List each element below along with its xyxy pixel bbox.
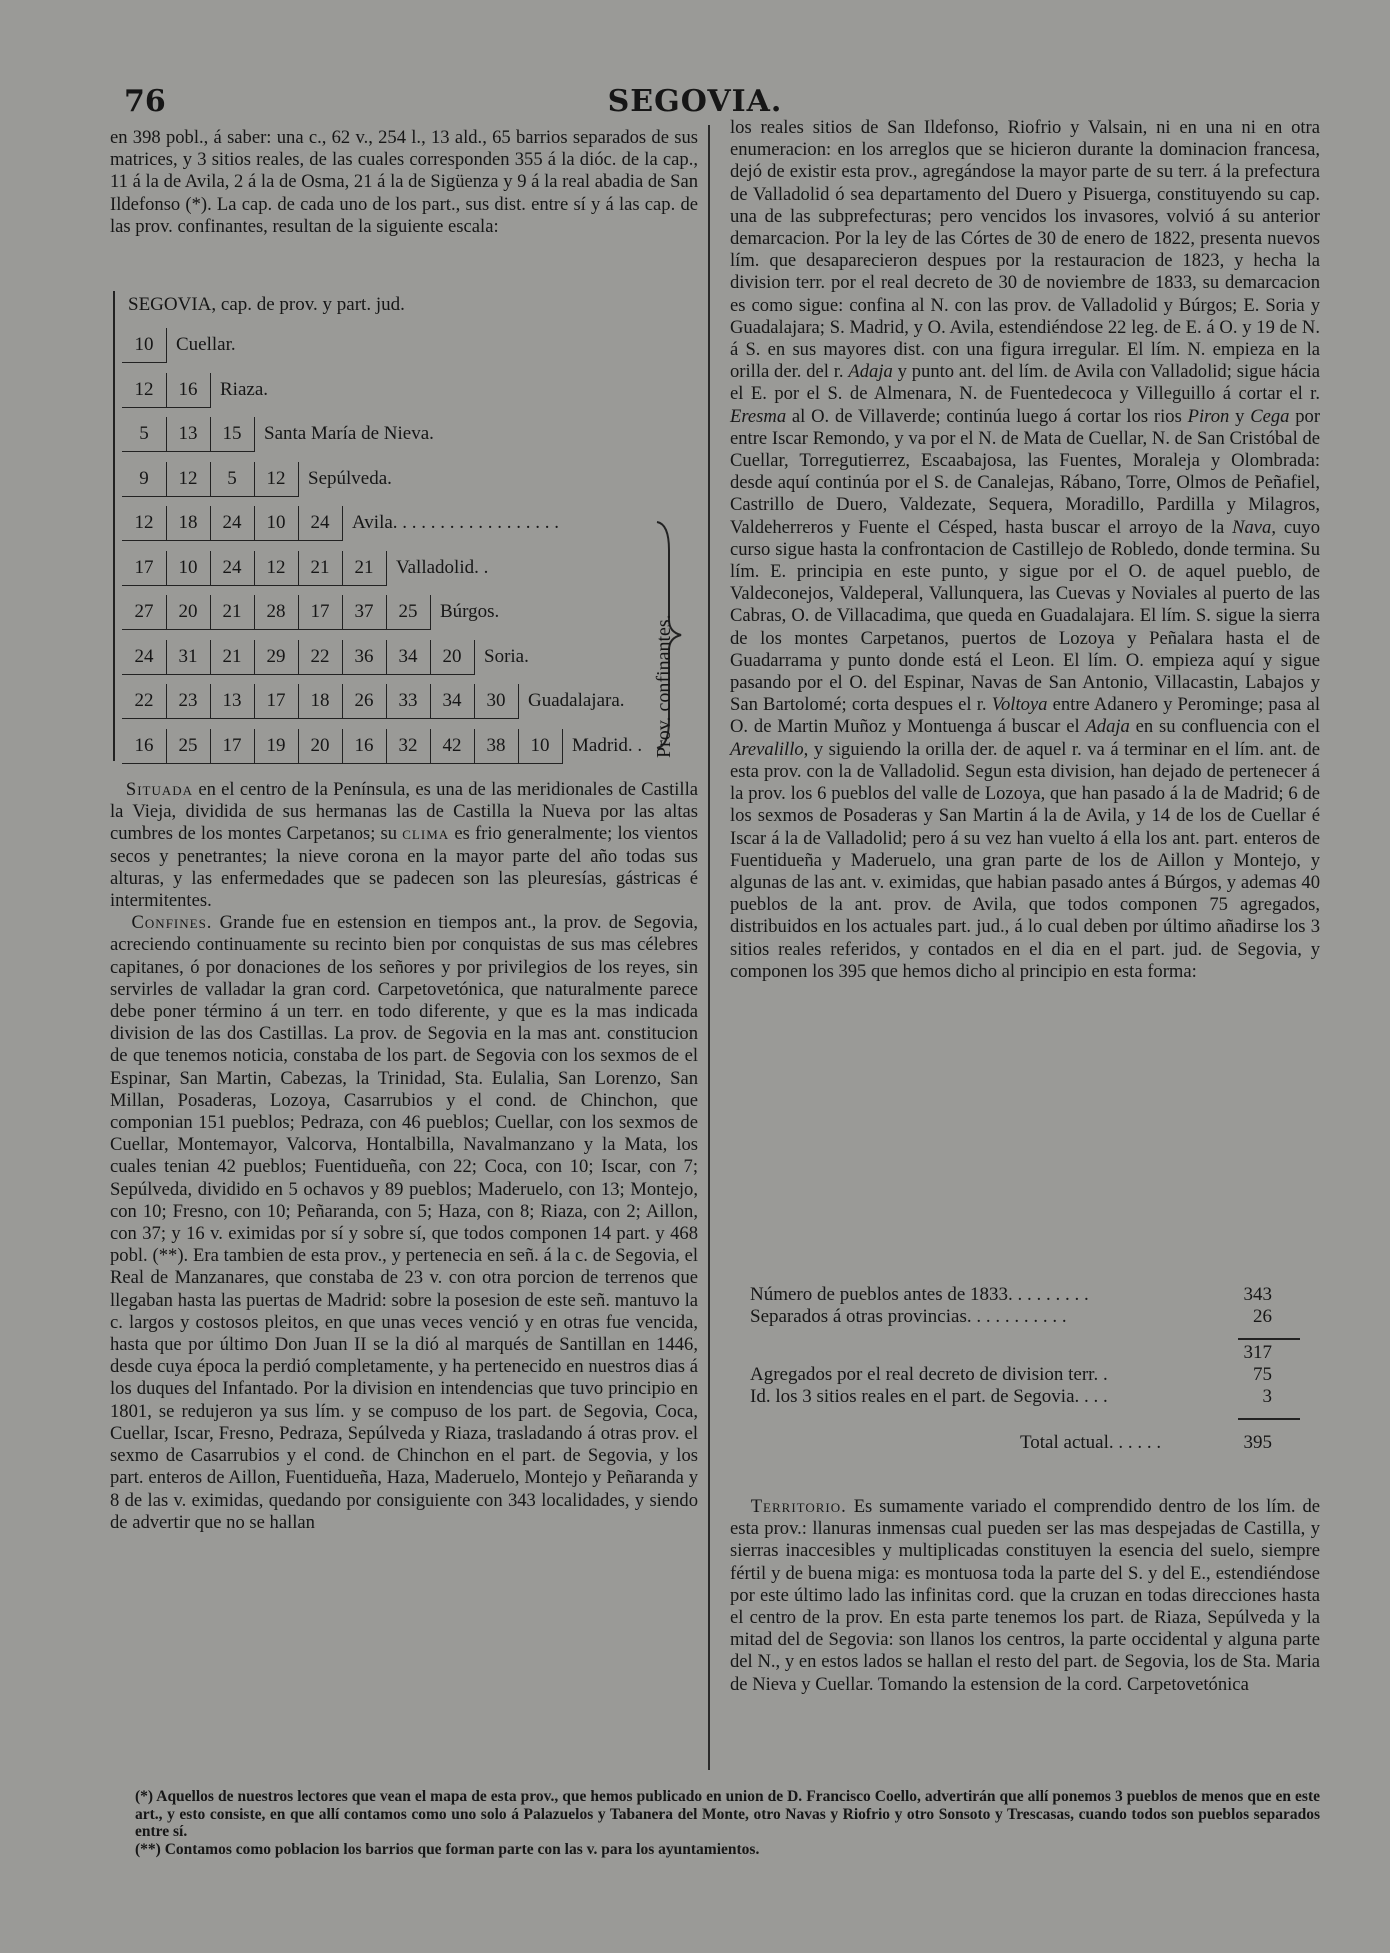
table-cell: 21 <box>342 551 387 586</box>
table-cell: 24 <box>122 640 167 675</box>
limits-paragraph <box>730 117 1320 983</box>
situada-text-2: es frio generalmente; los vientos secos y penetrantes; la nieve corona en la mayor parte del año todas sus alturas, y las enfermedades que se padecen son las pleuresías, gástricas é intermitentes. <box>110 823 699 912</box>
limits-text-d: y <box>1229 405 1251 427</box>
table-row <box>122 456 662 500</box>
summary-rule <box>1238 1338 1300 1340</box>
table-cell: 20 <box>298 729 343 764</box>
table-cell: 10 <box>166 551 211 586</box>
summary-value: 317 <box>1243 1342 1272 1363</box>
footnotes <box>135 1788 1320 1858</box>
table-cell: 17 <box>122 551 167 586</box>
intro-paragraph: en 398 pobl., á saber: una c., 62 v., 254 l., 13 ald., 65 barrios separados de sus matrices, y 3 sitios reales, de las cuales corresponden 355 á la dióc. de la cap., 11 á la de Avila, 2 á la de Osma, 21 á la de Sigüenza y 9 á la real abadia de San Ildefonso (*). La cap. de cada uno de los part., sus dist. entre sí y á las cap. de las prov. confinantes, resultan de la siguiente escala: <box>110 127 698 237</box>
summary-row <box>750 1432 1310 1454</box>
summary-label: Número de pueblos antes de 1833. . . . . . . . . <box>750 1284 1089 1305</box>
page-title: SEGOVIA. <box>607 84 783 119</box>
table-cell: 21 <box>210 640 255 675</box>
summary-label: Total actual. . . . . . <box>1020 1432 1162 1453</box>
table-cell: 13 <box>210 684 255 719</box>
territorio-section <box>730 1496 1320 1696</box>
table-cell: 15 <box>210 417 255 452</box>
summary-row <box>750 1284 1310 1306</box>
table-cell: 21 <box>210 595 255 630</box>
table-cell: 16 <box>342 729 387 764</box>
table-cell: 12 <box>254 462 299 497</box>
table-cell: 34 <box>386 640 431 675</box>
summary-value: 395 <box>1243 1432 1272 1453</box>
table-cell: 28 <box>254 595 299 630</box>
river-voltoya: Voltoya <box>991 694 1048 716</box>
table-cell: 9 <box>122 462 167 497</box>
limits-text-f: , cuyo curso sigue hasta la confrontacion de Castillejo de Robledo, donde termina. Su lím. E. principia en este punto, y sigue por el O. de aquel pueblo, de Valdeconejos, Valdeperal, Vallunquera, las Cuevas y Noviales al puerto de las Cabras, O. de Villacadima, que queda en Guadalajara. El lím. S. sigue la sierra de los montes Carpetanos, puertos de Lozoya y Peñalara hasta el de Guadarrama y punto donde está el Leon. El lím. O. empieza aquí y sigue pasando por el O. del Espinar, Navas de San Antonio, Villacastin, Labajos y San Bartolomé; corta despues el r. <box>730 516 1320 716</box>
table-caption: SEGOVIA, cap. de prov. y part. jud. <box>128 294 405 315</box>
table-cell: 5 <box>210 462 255 497</box>
table-place: Valladolid. . <box>396 556 489 578</box>
situada-text: en el centro de la Península, es una de las meridionales de Castilla la Vieja, dividida de sus hermanas las de Castilla la Nueva por las altas cumbres de los montes Carpetanos; su <box>110 779 698 845</box>
table-cell: 27 <box>122 595 167 630</box>
table-cell: 17 <box>210 729 255 764</box>
table-cell: 12 <box>254 551 299 586</box>
table-row <box>122 589 662 633</box>
table-cell: 17 <box>254 684 299 719</box>
summary-row <box>750 1386 1310 1408</box>
table-cell: 38 <box>474 729 519 764</box>
footnote-2: (**) Contamos como poblacion los barrios que forman parte con las v. para los ayuntamientos. <box>135 1840 760 1858</box>
summary-label: Separados á otras provincias. . . . . . . . . . . <box>750 1306 1067 1327</box>
table-cell: 10 <box>122 328 167 363</box>
table-place: Santa María de Nieva. <box>264 423 434 444</box>
table-cell: 19 <box>254 729 299 764</box>
table-cell: 24 <box>210 551 255 586</box>
summary-label: Agregados por el real decreto de division terr. . <box>750 1364 1108 1385</box>
table-row <box>122 723 662 767</box>
table-cell: 20 <box>166 595 211 630</box>
table-cell: 10 <box>254 506 299 541</box>
limits-text-g: entre Adanero y Perominge; pasa al O. de Martin Muñoz y Montuenga á buscar el <box>730 694 1320 738</box>
table-place: Avila. . . . . . . . . . . . . . . . . . <box>352 512 560 533</box>
table-cell: 17 <box>298 595 343 630</box>
clima-word: clima <box>402 823 450 845</box>
confines-paragraph <box>110 912 698 1534</box>
summary-rule <box>1238 1418 1300 1420</box>
summary-row <box>750 1364 1310 1386</box>
table-cell: 26 <box>342 684 387 719</box>
table-cell: 18 <box>298 684 343 719</box>
left-column-intro <box>110 127 698 238</box>
limits-text-b: y punto ant. del lím. de Avila con Valladolid; sigue hácia el E. por el S. de Almenara, N. de Fuentedecoca y Villeguillo á cortar el r. <box>730 361 1320 405</box>
table-cell: 36 <box>342 640 387 675</box>
summary-label: Id. los 3 sitios reales en el part. de Segovia. . . . <box>750 1386 1108 1407</box>
table-cell: 16 <box>166 373 211 408</box>
footnote-1: (*) Aquellos de nuestros lectores que vean el mapa de esta prov., que hemos publicado en union de D. Francisco Coello, advertirán que allí ponemos 3 pueblos de menos que en este art., y esto consiste, en que allí contamos como uno solo á Palazuelos y Tabanera del Monte, otro Navas y Riofrio y otro Sonsoto y Trescasas, cuando todos son pueblos separados entre sí. <box>135 1788 1320 1840</box>
table-cell: 31 <box>166 640 211 675</box>
table-row <box>122 411 662 455</box>
table-cell: 42 <box>430 729 475 764</box>
page-number: 76 <box>124 84 166 119</box>
table-cell: 37 <box>342 595 387 630</box>
table-row <box>122 678 662 722</box>
summary-value: 343 <box>1243 1284 1272 1305</box>
table-cell: 25 <box>386 595 431 630</box>
column-divider <box>708 125 710 1770</box>
table-cell: 30 <box>474 684 519 719</box>
table-cell: 10 <box>518 729 563 764</box>
table-cell: 13 <box>166 417 211 452</box>
table-cell: 20 <box>430 640 475 675</box>
table-cell: 5 <box>122 417 167 452</box>
table-row <box>122 367 662 411</box>
summary-value: 26 <box>1253 1306 1272 1327</box>
table-place: Soria. <box>484 645 529 667</box>
table-cell: 25 <box>166 729 211 764</box>
table-place: Madrid. . <box>572 734 643 756</box>
river-piron: Piron <box>1187 405 1230 427</box>
table-cell: 32 <box>386 729 431 764</box>
population-summary <box>750 1284 1310 1454</box>
limits-text-c: al O. de Villaverde; continúa luego á cortar los rios <box>786 405 1188 427</box>
limits-text-h: en su confluencia con el <box>1129 716 1321 738</box>
territorio-paragraph <box>730 1496 1320 1696</box>
table-cell: 22 <box>122 684 167 719</box>
limits-text-a: los reales sitios de San Ildefonso, Riofrio y Valsain, ni en una ni en otra enumeracion: en los arreglos que se hicieron durante la dominacion francesa, dejó de existir esta prov., agregándose la mayor parte de su terr. á la prefectura de Valladolid ó sea departamento del Duero y Pisuerga, constituyendo su cap. una de las subprefecturas; pero vencidos los invasores, volvió á su anterior demarcacion. Por la ley de las Córtes de 30 de enero de 1822, presenta nuevos lím. que desaparecieron despues por la restauracion de 1823, y hecha la division terr. por el real decreto de 30 de noviembre de 1833, su demarcacion es como sigue: confina al N. con las prov. de Valladolid y Búrgos; E. Soria y Guadalajara; S. Madrid, y O. Avila, estendiéndose 22 leg. de E. á O. y 19 de N. á S. en sus mayores dist. con una figura irregular. El lím. N. empieza en la orilla der. del r. <box>730 117 1320 383</box>
table-place: Riaza. <box>220 378 269 400</box>
territorio-heading: Territorio. <box>750 1496 847 1517</box>
summary-value: 75 <box>1253 1364 1272 1385</box>
table-cell: 12 <box>122 506 167 541</box>
table-cell: 34 <box>430 684 475 719</box>
table-row <box>122 634 662 678</box>
summary-row <box>750 1342 1310 1364</box>
summary-row <box>750 1306 1310 1328</box>
left-column-body <box>110 779 698 1534</box>
river-adaja-2: Adaja <box>1085 716 1130 738</box>
table-cell: 29 <box>254 640 299 675</box>
table-place: Cuellar. <box>176 334 236 355</box>
table-cell: 16 <box>122 729 167 764</box>
table-place: Búrgos. <box>440 601 500 622</box>
right-column <box>730 117 1320 983</box>
table-left-rule <box>113 291 115 761</box>
table-cell: 12 <box>122 373 167 408</box>
table-cell: 33 <box>386 684 431 719</box>
river-arevalillo: Arevalillo <box>730 738 804 760</box>
table-place: Guadalajara. <box>528 690 625 711</box>
table-cell: 24 <box>298 506 343 541</box>
territorio-text: Es sumamente variado el comprendido dentro de los lím. de esta prov.: llanuras inmensas cual pueden ser las mas despejadas de Castilla, y sierras inaccesibles y multiplicadas constituyen la esencia del suelo, siempre fértil y de buena miga: es montuosa toda la parte del S. y del E., estendiéndose por este último lado las infinitas cord. que la cruzan en todas direcciones hasta el centro de la prov. En esta parte tenemos los part. de Riaza, Sepúlveda y la mitad del de Segovia: son llanos los centros, la parte occidental y alguna parte del N., y en estos lados se hallan el resto del part. de Segovia, los de Sta. Maria de Nieva y Cuellar. Tomando la estension de la cord. Carpetovetónica <box>730 1496 1321 1695</box>
river-adaja: Adaja <box>848 361 893 383</box>
river-eresma: Eresma <box>730 405 787 427</box>
table-place: Sepúlveda. <box>308 467 392 489</box>
table-cell: 12 <box>166 462 211 497</box>
table-cell: 18 <box>166 506 211 541</box>
limits-text-i: , y siguiendo la orilla der. de aquel r. va á terminar en el lím. ant. de esta prov. con la de Valladolid. Segun esta division, han dejado de pertenecer á la prov. los 6 pueblos del valle de Lozoya, que han pasado á la de Madrid; 6 de los sexmos de Posaderas y San Martin á la de Avila, y 14 de los de Cuellar é Iscar á la de Valladolid; pero á su vez han vuelto á ella los ant. part. enteros de Fuentidueña y Maderuelo, una gran parte de los de Aillon y Montejo, y algunas de las ant. v. eximidas, que habian pasado antes á Búrgos, y ademas 40 pueblos de la ant. prov. de Avila, que todos componen 75 agregados, distribuidos en los actuales part. jud., á lo cual deben por último añadirse los 3 sitios reales referidos, y contados en el dia en el part. jud. de Segovia, y componen los 395 que hemos dicho al principio en esta forma: <box>730 738 1320 982</box>
river-cega: Cega <box>1250 405 1290 427</box>
situada-heading: Situada <box>125 779 194 800</box>
confines-heading: Confines. <box>131 912 213 934</box>
confines-text: Grande fue en estension en tiempos ant., la prov. de Segovia, acreciendo continuamente su recinto bien por conquistas de sus mas célebres capitanes, ó por donaciones de los señores y por privilegios de los reyes, sin servirles de valladar la gran cord. Carpetovetónica, que naturalmente parece debe poner término á un terr. en todo diferente, y que es la mas indicada division de las dos Castillas. La prov. de Segovia en la mas ant. constitucion de que tenemos noticia, constaba de los part. de Segovia con los sexmos de el Espinar, San Martin, Cabezas, la Trinidad, Sta. Eulalia, San Lorenzo, San Millan, Posaderas, Lozoya, Casarrubios y el cond. de Chinchon, que componian 151 pueblos; Pedraza, con 46 pueblos; Cuellar, con los sexmos de Cuellar, Montemayor, Valcorva, Hontalbilla, Navalmanzano y la Mata, los cuales tenian 42 pueblos; Fuentidueña, con 22; Coca, con 10; Iscar, con 7; Sepúlveda, dividido en 5 ochavos y 89 pueblos; Maderuelo, con 13; Montejo, con 10; Fresno, con 10; Peñaranda, con 5; Haza, con 8; Riaza, con 2; Aillon, con 37; y 16 v. eximidas por sí y sobre sí, que todos componen 14 part. y 468 pobl. (**). Era tambien de esta prov., y pertenecia en señ. á la c. de Segovia, el Real de Manzanares, que constaba de 23 v. con otra porcion de terrenos que llegaban hasta las puertas de Madrid: sobre la posesion de este señ. mantuvo la c. largos y costosos pleitos, en que unas veces venció y en otras fue vencida, hasta que por último Don Juan II se la dió al marqués de Santillan en 1446, desde cuya época la perdió completamente, y ha pertenecido en nuestros dias á los duques del Infantado. Por la division en intendencias que tuvo principio en 1801, se redujeron ya sus lím. y se compuso de los part. de Segovia, Coca, Cuellar, Iscar, Fresno, Pedraza, Sepúlveda y Riaza, trasladando á otras prov. el sexmo de Casarrubios y el cond. de Chinchon en el part. de Segovia, y los part. enteros de Aillon, Fuentidueña, Haza, Maderuelo, Montejo y Peñaranda y 8 de las v. eximidas, quedando por consiguiente con 343 localidades, y siendo de advertir que no se hallan <box>110 912 699 1533</box>
distance-table <box>110 288 690 768</box>
table-row <box>122 545 662 589</box>
table-cell: 23 <box>166 684 211 719</box>
limits-text-e: por entre Iscar Remondo, y va por el N. de Mata de Cuellar, N. de San Cristóbal de Cuellar, Torregutierrez, Escaabajosa, las Fuentes, Moraleja y Olombrada: desde aquí continúa por el S. de Canalejas, Rábano, Torre, Olmos de Peñafiel, Castrillo de Duero, Valdezate, Sequera, Moradillo, Pardilla y Milagros, Valdeherreros y Fuente el Césped, hasta buscar el arroyo de la <box>730 405 1321 538</box>
table-row <box>122 322 662 366</box>
table-cell: 24 <box>210 506 255 541</box>
table-cell: 22 <box>298 640 343 675</box>
brace-label: Prov. confinantes. <box>653 614 675 758</box>
table-row <box>122 500 662 544</box>
situada-paragraph <box>110 779 698 912</box>
summary-value: 3 <box>1262 1386 1272 1407</box>
arroyo-nava: Nava <box>1232 516 1272 538</box>
table-cell: 21 <box>298 551 343 586</box>
